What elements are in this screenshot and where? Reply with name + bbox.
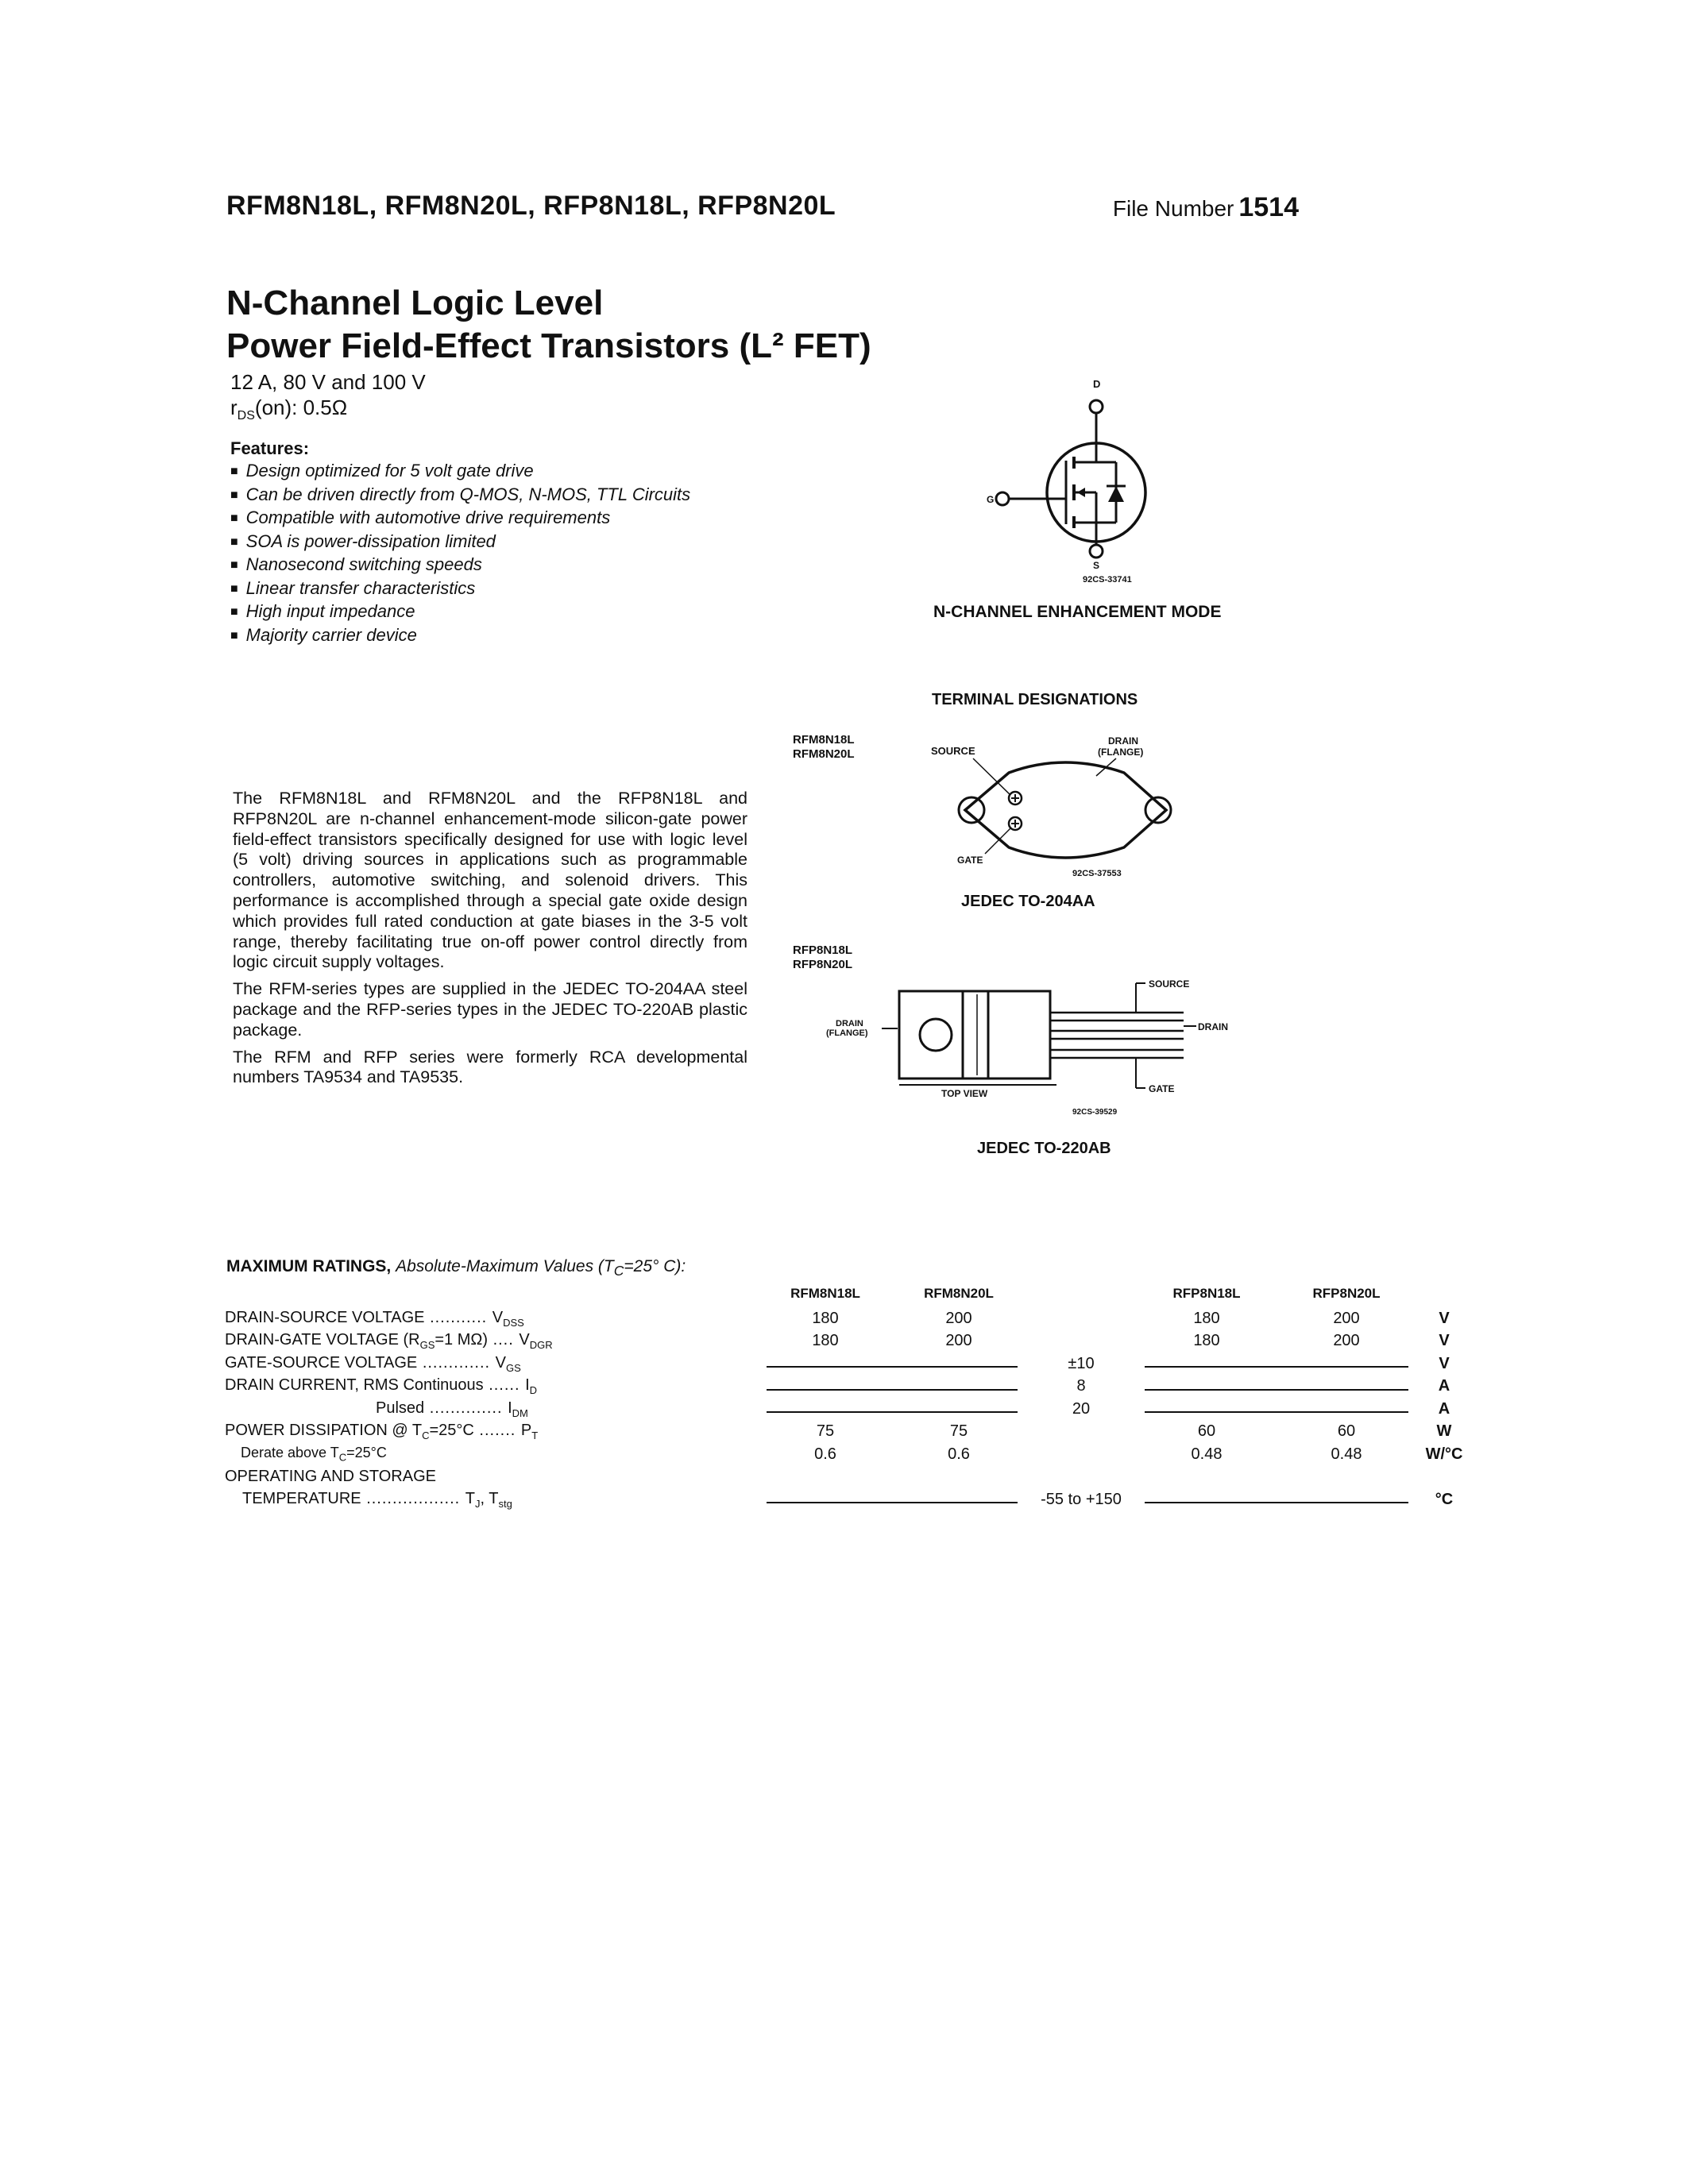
to220-drain-lead-label: DRAIN [1198, 1021, 1228, 1032]
to220-body [963, 991, 1050, 1078]
value-cell: 0.48 [1331, 1445, 1362, 1463]
feature-item: ■ Nanosecond switching speeds [230, 554, 690, 578]
max-ratings-title-italic: Absolute-Maximum Values (T [396, 1257, 614, 1275]
value-cell: 0.6 [814, 1445, 836, 1463]
unit-cell: V [1439, 1354, 1450, 1372]
rds-subscript: DS [237, 409, 255, 423]
to220-code: 92CS-39529 [1072, 1108, 1118, 1117]
unit-cell: W/°C [1425, 1445, 1463, 1463]
to204-mounting-hole-left [959, 797, 984, 823]
table-header-row [225, 1285, 1472, 1307]
to220-topview-label: TOP VIEW [941, 1088, 988, 1099]
shared-value-line [759, 1488, 1026, 1511]
shared-value-line [1137, 1376, 1416, 1399]
param-cell: TEMPERATURE .................. $T_J$, $T_{stg}$ [242, 1489, 512, 1510]
rds-on-rating [230, 395, 426, 429]
rds-prefix: r [230, 396, 238, 419]
table-row [225, 1443, 1472, 1466]
table-row [225, 1330, 1472, 1353]
gate-terminal [996, 492, 1009, 505]
to204-code: 92CS-37553 [1072, 869, 1122, 878]
rfp-parts-label [793, 943, 852, 972]
param-cell: OPERATING AND STORAGE [225, 1468, 436, 1486]
feature-item: ■ High input impedance [230, 601, 690, 625]
value-cell: -55 to +150 [1041, 1490, 1122, 1508]
rfm-part-2: RFM8N20L [793, 747, 855, 761]
title-line-1: N-Channel Logic Level [226, 284, 604, 322]
to204-gate-label: GATE [957, 855, 983, 866]
to204aa-package-diagram [914, 727, 1231, 909]
param-cell: DRAIN CURRENT, RMS Continuous ...... $I_D$ [225, 1376, 538, 1397]
features-label: Features: [230, 438, 310, 458]
file-number [1113, 192, 1299, 223]
value-cell: 0.48 [1191, 1445, 1223, 1463]
rfm-parts-label [793, 733, 855, 762]
description-paragraph-1: The RFM8N18L and RFM8N20L and the RFP8N18L and RFP8N20L are n-channel enhancement-mode silicon-gate power field-effect transistors specifically designed for use with logic level (5 volt) driving sources in applications such as programmable controllers, automotive switching, and solenoid drivers. This performance is accomplished through a special gate oxide design which provides full rated conduction at gate biases in the 3-5 volt range, thereby facilitating true on-off power control directly from logic circuit supply voltages. [233, 789, 747, 972]
unit-cell: A [1438, 1377, 1450, 1395]
max-ratings-title-sub: C [613, 1263, 624, 1279]
feature-item: ■ SOA is power-dissipation limited [230, 531, 690, 555]
value-cell: 75 [816, 1422, 835, 1441]
table-row [225, 1352, 1472, 1376]
unit-cell: A [1438, 1399, 1450, 1418]
param-cell: DRAIN-SOURCE VOLTAGE ........... $V_{DSS}$ [225, 1308, 524, 1329]
feature-item: ■ Can be driven directly from Q-MOS, N-MOS, TTL Circuits [230, 484, 690, 508]
value-cell: 200 [1333, 1309, 1360, 1327]
to220-drain-flange-label-1: DRAIN [836, 1019, 863, 1028]
shared-value-line [1137, 1398, 1416, 1421]
table-row [225, 1488, 1472, 1511]
gate-terminal-label: G [987, 494, 995, 505]
param-cell: Pulsed .............. $I_{DM}$ [376, 1399, 528, 1419]
source-terminal [1090, 545, 1103, 558]
unit-cell: W [1436, 1422, 1452, 1441]
value-cell: 180 [812, 1309, 839, 1327]
to220-mounting-hole [920, 1019, 952, 1051]
rfm-part-1: RFM8N18L [793, 733, 855, 747]
value-cell: 8 [1076, 1377, 1086, 1395]
shared-value-line [759, 1376, 1026, 1399]
file-number-label: File Number [1112, 196, 1234, 221]
table-row [225, 1466, 1472, 1489]
shared-value-line [1137, 1352, 1416, 1376]
to220-source-label: SOURCE [1149, 978, 1190, 990]
title-line-2: Power Field-Effect Transistors (L² FET) [226, 326, 871, 365]
feature-item: ■ Linear transfer characteristics [230, 578, 690, 602]
shared-value-line [759, 1398, 1026, 1421]
drain-terminal-label: D [1093, 378, 1101, 390]
max-ratings-title-bold: MAXIMUM RATINGS, [226, 1257, 392, 1275]
to204-drain-label-2: (FLANGE) [1098, 747, 1144, 758]
feature-item: ■ Design optimized for 5 volt gate drive [230, 461, 690, 484]
feature-item: ■ Majority carrier device [230, 625, 690, 649]
shared-value-line [759, 1352, 1026, 1376]
param-cell: DRAIN-GATE VOLTAGE ($R_{GS}=1$ MΩ) .... $V_{DGR}$ [225, 1331, 553, 1352]
value-cell: 75 [949, 1422, 968, 1441]
document-title [226, 282, 871, 368]
max-ratings-title [226, 1257, 686, 1279]
value-cell: ±10 [1068, 1354, 1095, 1372]
table-row [225, 1398, 1472, 1421]
value-cell: 200 [1333, 1332, 1360, 1350]
to220ab-package-diagram [818, 977, 1263, 1167]
value-cell: 200 [945, 1332, 972, 1350]
to204-drain-label-1: DRAIN [1108, 735, 1138, 747]
to220-caption: JEDEC TO-220AB [977, 1140, 1111, 1157]
unit-cell: °C [1435, 1490, 1454, 1508]
symbol-caption: N-CHANNEL ENHANCEMENT MODE [933, 603, 1222, 621]
to220-tab [899, 991, 988, 1078]
part-numbers-header: RFM8N18L, RFM8N20L, RFP8N18L, RFP8N20L [226, 191, 836, 221]
value-cell: 200 [945, 1309, 972, 1327]
to220-gate-label: GATE [1149, 1083, 1175, 1094]
rfp-part-1: RFP8N18L [793, 943, 853, 957]
column-header: RFP8N20L [1312, 1286, 1381, 1301]
source-terminal-label: S [1093, 560, 1100, 571]
max-ratings-table [225, 1285, 1472, 1511]
features-list [230, 461, 690, 648]
description [233, 789, 747, 1094]
max-ratings-title-end: =25° C): [624, 1257, 686, 1275]
column-header: RFP8N18L [1172, 1286, 1241, 1301]
description-paragraph-3: The RFM and RFP series were formerly RCA developmental numbers TA9534 and TA9535. [233, 1047, 747, 1087]
param-cell: GATE-SOURCE VOLTAGE ............. $V_{GS}$ [225, 1353, 521, 1374]
unit-cell: V [1439, 1309, 1450, 1327]
rfp-part-2: RFP8N20L [793, 958, 853, 971]
to204-caption: JEDEC TO-204AA [961, 893, 1095, 910]
value-cell: 180 [812, 1332, 839, 1350]
value-cell: 60 [1337, 1422, 1356, 1441]
table-row [225, 1421, 1472, 1444]
shared-value-line [1137, 1488, 1416, 1511]
value-cell: 60 [1197, 1422, 1216, 1441]
symbol-code: 92CS-33741 [1083, 575, 1132, 585]
table-row [225, 1376, 1472, 1399]
to204-source-label: SOURCE [931, 745, 975, 757]
param-cell: Derate above $T_C=25^\circ C$ [241, 1445, 387, 1464]
current-voltage-rating: 12 A, 80 V and 100 V [230, 370, 426, 394]
value-cell: 20 [1072, 1399, 1091, 1418]
value-cell: 0.6 [948, 1445, 970, 1463]
unit-cell: V [1439, 1332, 1450, 1350]
value-cell: 180 [1193, 1332, 1220, 1350]
terminal-designations-heading: TERMINAL DESIGNATIONS [932, 691, 1138, 708]
feature-item: ■ Compatible with automotive drive requirements [230, 507, 690, 531]
ratings-summary [230, 369, 426, 429]
column-header: RFM8N18L [790, 1286, 860, 1301]
rds-value: (on): 0.5Ω [254, 396, 348, 419]
file-number-value: 1514 [1238, 192, 1299, 222]
to220-drain-flange-label-2: (FLANGE) [826, 1028, 868, 1038]
value-cell: 180 [1193, 1309, 1220, 1327]
description-paragraph-2: The RFM-series types are supplied in the JEDEC TO-204AA steel package and the RFP-series types in the JEDEC TO-220AB plastic package. [233, 979, 747, 1040]
column-header: RFM8N20L [924, 1286, 994, 1301]
mosfet-symbol-diagram [933, 373, 1287, 635]
drain-terminal [1090, 400, 1103, 413]
table-row [225, 1307, 1472, 1330]
param-cell: POWER DISSIPATION @ $T_C=25^\circ C$ ....... $P_T$ [225, 1422, 539, 1442]
